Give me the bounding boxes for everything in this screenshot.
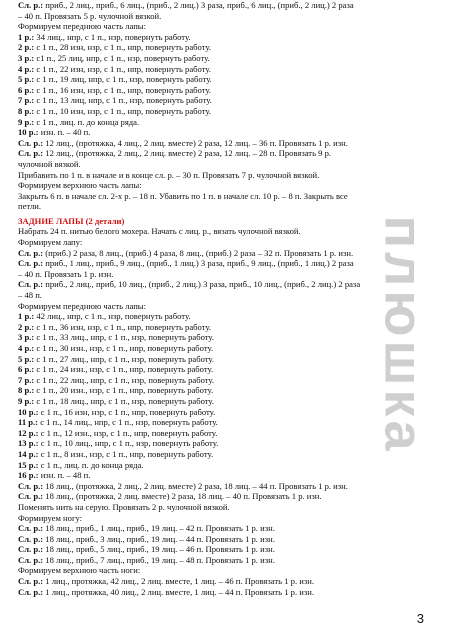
row-text: с 1 п., 10 лиц., нпр, с 1 п., нзр, повернуть работу.: [38, 438, 219, 449]
text-line: [18, 396, 363, 407]
row-label: 10 р.:: [18, 127, 39, 138]
text-line: [18, 523, 363, 534]
row-label: Сл. р.:: [18, 586, 44, 597]
row-text: 18 лиц., (протяжка, 2 лиц. вместе) 2 раза, 18 лиц. – 40 п. Провязать 1 р. изн.: [43, 491, 322, 502]
row-label: Сл. р.:: [18, 554, 44, 565]
row-text: Формируем лапу:: [18, 237, 83, 248]
row-text: с 1 п., 33 лиц., нпр, с 1 п., нзр, повернуть работу.: [34, 332, 214, 343]
row-text: Формируем верхнюю часть лапы:: [18, 180, 142, 191]
text-line: [18, 138, 363, 149]
text-line: [18, 106, 363, 117]
text-line: [18, 460, 363, 471]
text-line: [18, 587, 363, 598]
row-label: 9 р.:: [18, 116, 35, 127]
row-text: с 1 п., 14 лиц., нпр, с 1 п., нзр, повернуть работу.: [38, 417, 218, 428]
row-text: Прибавить по 1 п. в начале и в конце сл. р. – 30 п. Провязать 7 р. чулочной вязкой.: [18, 169, 320, 180]
text-line: [18, 85, 363, 96]
text-line: [18, 258, 363, 269]
row-text: с 1 п., 22 изн, нзр, с 1 п., нпр, повернуть работу.: [34, 63, 211, 74]
text-line: [18, 555, 363, 566]
row-text: с 1 п., 16 изн, нзр, с 1 п., нпр, повернуть работу.: [38, 406, 216, 417]
row-label: 3 р.:: [18, 332, 35, 343]
section-heading: ЗАДНИЕ ЛАПЫ (2 детали): [18, 215, 125, 226]
row-text: – 40 п. Провязать 5 р. чулочной вязкой.: [18, 10, 162, 21]
text-line: [18, 170, 363, 181]
row-text: Поменять нить на серую. Провязать 2 р. чулочной вязкой.: [18, 501, 230, 512]
row-label: 6 р.:: [18, 364, 35, 375]
text-line: [18, 449, 363, 460]
row-text: 18 лиц., приб., 1 лиц., приб., 19 лиц. – 42 п. Провязать 1 р. изн.: [43, 523, 275, 534]
text-line: [18, 576, 363, 587]
row-label: 6 р.:: [18, 84, 35, 95]
text-line: [18, 191, 363, 212]
row-label: 12 р.:: [18, 427, 39, 438]
text-line: [18, 269, 363, 280]
watermark: [360, 40, 440, 630]
row-text: с 1 п., 28 изн, нзр, с 1 п., нпр, повернуть работу.: [34, 42, 211, 53]
instructions-text: [18, 0, 363, 597]
row-label: 8 р.:: [18, 385, 35, 396]
row-text: изн. п. – 40 п.: [38, 127, 91, 138]
row-text: 18 лиц., приб., 3 лиц., приб., 19 лиц. – 44 п. Провязать 1 р. изн.: [43, 533, 275, 544]
text-line: [18, 534, 363, 545]
text-line: [18, 375, 363, 386]
row-label: 5 р.:: [18, 74, 35, 85]
row-text: Формируем переднюю часть лапы:: [18, 300, 146, 311]
row-text: с 1 п., 20 изн., нзр, с 1 п., нпр, повернуть работу.: [34, 385, 214, 396]
row-text: с 1 п., лиц. п. до конца ряда.: [38, 459, 144, 470]
row-text: (приб.) 2 раза, 8 лиц., (приб.) 4 раза, 8 лиц., (приб.) 2 раза – 32 п. Провязать 1 р. изн.: [43, 247, 354, 258]
row-label: Сл. р.:: [18, 576, 44, 587]
text-line: [18, 354, 363, 365]
row-text: с 1 п., 24 изн., нзр, с 1 п., нпр, повернуть работу.: [34, 364, 214, 375]
row-text: с 1 п., 18 лиц., нпр, с 1 п., нзр, повернуть работу.: [34, 395, 214, 406]
text-line: [18, 301, 363, 312]
text-line: [18, 148, 363, 169]
row-label: 16 р.:: [18, 470, 39, 481]
row-text: 12 лиц., (протяжка, 2 лиц., 2 лиц. вместе) 2 раза, 12 лиц. – 28 п. Провязать 9 р. чулочной вязкой.: [18, 148, 332, 169]
row-text: Формируем переднюю часть лапы:: [18, 21, 146, 32]
text-line: [18, 343, 363, 354]
text-line: [18, 64, 363, 75]
text-line: [18, 0, 363, 11]
row-text: Формируем ногу:: [18, 512, 83, 523]
row-label: Сл. р.:: [18, 279, 44, 290]
row-label: 2 р.:: [18, 42, 35, 53]
row-label: 9 р.:: [18, 395, 35, 406]
text-line: [18, 248, 363, 259]
row-text: Набрать 24 п. нитью белого мохера. Начать с лиц. р., вязать чулочной вязкой.: [18, 226, 301, 237]
row-label: Сл. р.:: [18, 544, 44, 555]
text-line: [18, 322, 363, 333]
text-line: [18, 32, 363, 43]
row-label: 1 р.:: [18, 311, 35, 322]
row-label: 8 р.:: [18, 105, 35, 116]
text-line: [18, 127, 363, 138]
row-text: 12 лиц., (протяжка, 4 лиц., 2 лиц. вместе) 2 раза, 12 лиц. – 36 п. Провязать 1 р. изн.: [43, 137, 348, 148]
text-line: [18, 491, 363, 502]
text-line: [18, 21, 363, 32]
row-text: с 1 п., 30 изн., нзр, с 1 п., нпр, повернуть работу.: [34, 343, 214, 353]
text-line: [18, 385, 363, 396]
row-label: 4 р.:: [18, 63, 35, 74]
row-label: Сл. р.:: [18, 480, 44, 491]
row-label: Сл. р.:: [18, 491, 44, 502]
row-label: Сл. р.:: [18, 247, 44, 258]
row-label: 4 р.:: [18, 343, 35, 353]
row-label: 10 р.:: [18, 406, 39, 417]
text-line: [18, 95, 363, 106]
row-text: с 1 п., 12 изн., нзр, с 1 п., нпр, повернуть работу.: [38, 427, 218, 438]
text-line: [18, 237, 363, 248]
text-line: [18, 481, 363, 492]
row-label: 7 р.:: [18, 95, 35, 106]
row-text: – 40 п. Провязать 1 р. изн.: [18, 268, 114, 279]
row-text: с 1 п., лиц. п. до конца ряда.: [34, 116, 140, 127]
row-text: с 1 п., 36 изн, нзр, с 1 п., нпр, повернуть работу.: [34, 321, 211, 332]
text-line: [18, 438, 363, 449]
row-text: Формируем верхнюю часть ноги:: [18, 565, 141, 576]
text-line: [18, 332, 363, 343]
row-text: 18 лиц., приб., 7 лиц., приб., 19 лиц. – 48 п. Провязать 1 р. изн.: [43, 554, 275, 565]
row-text: с1 п., 25 лиц, нпр, с 1 п., нзр, повернуть работу.: [34, 52, 210, 63]
text-line: [18, 311, 363, 322]
row-text: Закрыть 6 п. в начале сл. 2-х р. – 18 п. Убавить по 1 п. в начале сл. 10 р. – 8 п. Закрыть все петли.: [18, 190, 348, 212]
text-line: [18, 11, 363, 22]
row-text: приб., 2 лиц., приб, 10 лиц., (приб., 2 лиц.) 3 раза, приб., 10 лиц., (приб., 2 лиц.) 2 раза – 48 п.: [18, 279, 361, 301]
row-text: с 1 п., 19 лиц, нпр, с 1 п., нзр, повернуть работу.: [34, 74, 212, 85]
row-text: приб., 2 лиц., приб., 6 лиц., (приб., 2 лиц.) 3 раза, приб., 6 лиц., (приб., 2 лиц.) 2 раза: [43, 0, 354, 10]
row-label: 11 р.:: [18, 417, 39, 428]
row-text: приб., 1 лиц., приб., 9 лиц., (приб., 1 лиц.) 3 раза, приб., 9 лиц., (приб., 1 лиц.) 2 раза: [43, 258, 354, 269]
text-line: [18, 74, 363, 85]
row-label: 5 р.:: [18, 353, 35, 364]
row-text: с 1 п., 27 лиц., нпр, с 1 п., нзр, повернуть работу.: [34, 353, 214, 364]
row-label: Сл. р.:: [18, 137, 44, 148]
row-label: 15 р.:: [18, 459, 39, 470]
row-label: Сл. р.:: [18, 258, 44, 269]
row-label: 7 р.:: [18, 374, 35, 385]
row-text: 1 лиц., протяжка, 40 лиц., 2 лиц. вместе, 1 лиц. – 44 п. Провязать 1 р. изн.: [43, 586, 314, 597]
row-text: 1 лиц., протяжка, 42 лиц., 2 лиц. вместе, 1 лиц. – 46 п. Провязать 1 р. изн.: [43, 576, 314, 587]
text-line: [18, 428, 363, 439]
text-line: [18, 180, 363, 191]
text-line: [18, 407, 363, 418]
text-line: [18, 117, 363, 128]
text-line: [18, 565, 363, 576]
text-line: [18, 53, 363, 64]
row-text: с 1 п., 16 изн, нзр, с 1 п., нпр, повернуть работу.: [34, 84, 211, 95]
row-label: 14 р.:: [18, 448, 39, 459]
row-label: Сл. р.:: [18, 0, 44, 10]
text-line: [18, 42, 363, 53]
text-line: [18, 502, 363, 513]
row-text: 42 лиц., нпр, с 1 п., нзр, повернуть работу.: [34, 311, 191, 322]
watermark-text: плюшка: [373, 215, 434, 455]
row-text: 18 лиц., приб., 5 лиц., приб., 19 лиц. – 46 п. Провязать 1 р. изн.: [43, 544, 275, 555]
page-number: 3: [416, 611, 424, 626]
row-text: с 1 п., 10 изн, нзр, с 1 п., нпр, повернуть работу.: [34, 105, 211, 116]
text-line: [18, 544, 363, 555]
text-line: [18, 279, 363, 300]
row-label: Сл. р.:: [18, 533, 44, 544]
text-line: [18, 417, 363, 428]
row-label: Сл. р.:: [18, 523, 44, 534]
row-label: 13 р.:: [18, 438, 39, 449]
row-label: Сл. р.:: [18, 148, 44, 159]
row-text: с 1 п., 22 лиц., нпр, с 1 п., нзр, повернуть работу.: [34, 374, 214, 385]
row-text: 18 лиц., (протяжка, 2 лиц., 2 лиц. вместе) 2 раза, 18 лиц. – 44 п. Провязать 1 р. изн.: [43, 480, 348, 491]
row-label: 3 р.:: [18, 52, 35, 63]
text-line: [18, 513, 363, 524]
text-line: [18, 364, 363, 375]
text-line: [18, 470, 363, 481]
text-line: [18, 226, 363, 237]
row-label: 1 р.:: [18, 31, 35, 42]
row-text: 34 лиц., нпр, с 1 п., нзр, повернуть работу.: [34, 31, 191, 42]
row-label: 2 р.:: [18, 321, 35, 332]
page: [18, 0, 438, 640]
row-text: с 1 п., 13 лиц, нпр, с 1 п., нзр, повернуть работу.: [34, 95, 212, 106]
row-text: изн. п. – 48 п.: [38, 470, 91, 481]
row-text: с 1 п., 8 изн., нзр, с 1 п., нпр, повернуть работу.: [38, 448, 214, 459]
